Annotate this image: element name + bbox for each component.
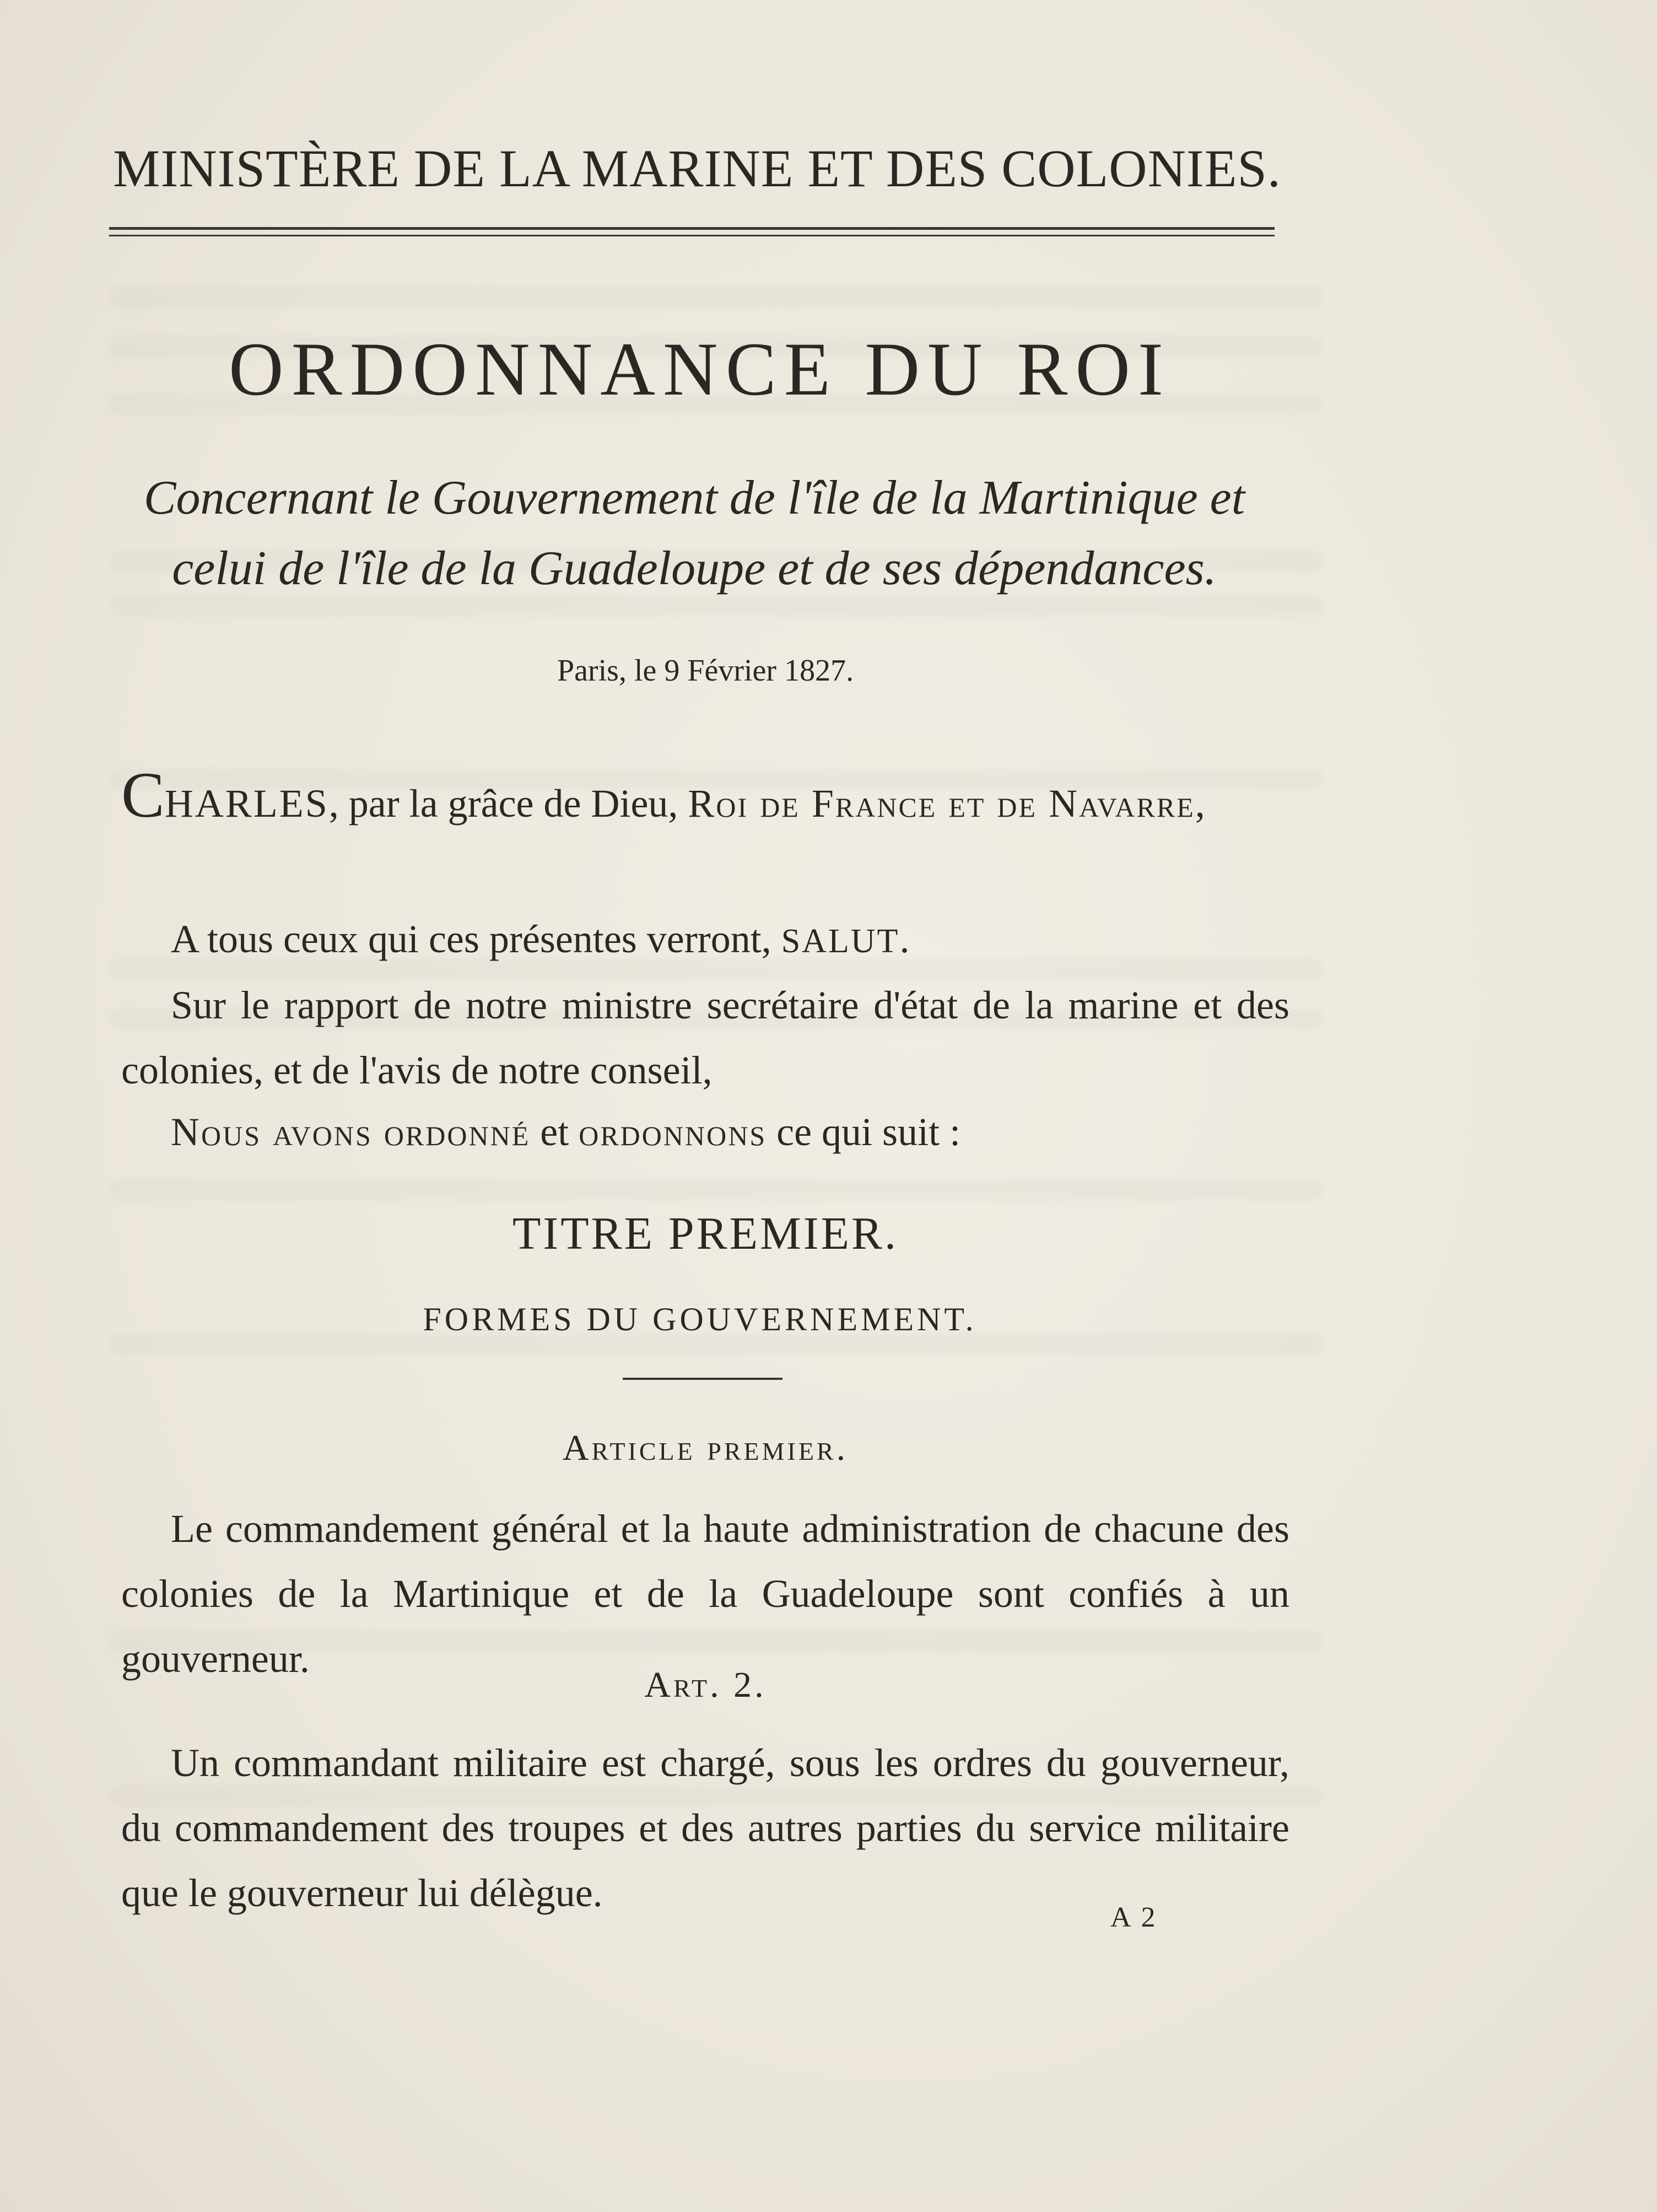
nous-avons-ordonne: Nous avons ordonné: [171, 1110, 531, 1154]
bleed-through-line: [110, 1179, 1323, 1200]
salut-end: .: [899, 917, 910, 961]
salut-word: SALUT: [781, 922, 900, 960]
preamble-rapport: Sur le rapport de notre ministre secrétaire d'état de la marine et des colonies, et de l'avis de notre conseil,: [121, 983, 1289, 1092]
document-date: Paris, le 9 Février 1827.: [557, 654, 854, 688]
ministry-header: MINISTÈRE DE LA MARINE ET DES COLONIES.: [113, 139, 1281, 198]
ordonnons-conj: et: [530, 1110, 579, 1154]
titre-heading: TITRE PREMIER.: [512, 1208, 898, 1259]
subtitle-line: celui de l'île de la Guadeloupe et de ses dépendances.: [172, 542, 1217, 595]
section-rule: [623, 1378, 782, 1380]
document-title: ORDONNANCE DU ROI: [229, 327, 1171, 411]
article-1-text: Le commandement général et la haute administration de chacune des colonies de la Martinique et de la Guadeloupe sont confiés à un gouverneur.: [121, 1507, 1289, 1681]
bleed-through-line: [110, 287, 1323, 307]
salut-prefix: A tous ceux qui ces présentes verront,: [171, 917, 781, 961]
preamble-text: , par la grâce de Dieu,: [328, 781, 688, 826]
drop-cap: C: [121, 759, 165, 831]
preamble-charles: [121, 759, 1289, 833]
titre-subheading: FORMES DU GOUVERNEMENT.: [423, 1301, 977, 1337]
signature-mark: A 2: [1110, 1902, 1158, 1933]
royal-title: Roi de France et de Navarre: [688, 781, 1195, 826]
header-rule-bottom: [109, 235, 1275, 236]
document-subtitle: [110, 463, 1278, 604]
preamble-ordonnons: [121, 1099, 1289, 1164]
ordonnons-word: ordonnons: [579, 1110, 767, 1154]
article-2-text: Un commandant militaire est chargé, sous les ordres du gouverneur, du commandement des troupes et des autres parties du service militaire que le gouverneur lui délègue.: [121, 1741, 1289, 1915]
header-rule-top: [109, 227, 1275, 230]
subtitle-line: Concernant le Gouvernement de l'île de la Martinique et: [143, 471, 1245, 525]
ordonnons-end: ce qui suit :: [767, 1110, 961, 1154]
article-2-heading: Art. 2.: [644, 1665, 767, 1705]
king-name: HARLES: [164, 781, 329, 826]
article-1-heading: Article premier.: [562, 1428, 849, 1468]
preamble-salut: [121, 907, 1289, 974]
preamble-text-end: ,: [1195, 781, 1205, 826]
